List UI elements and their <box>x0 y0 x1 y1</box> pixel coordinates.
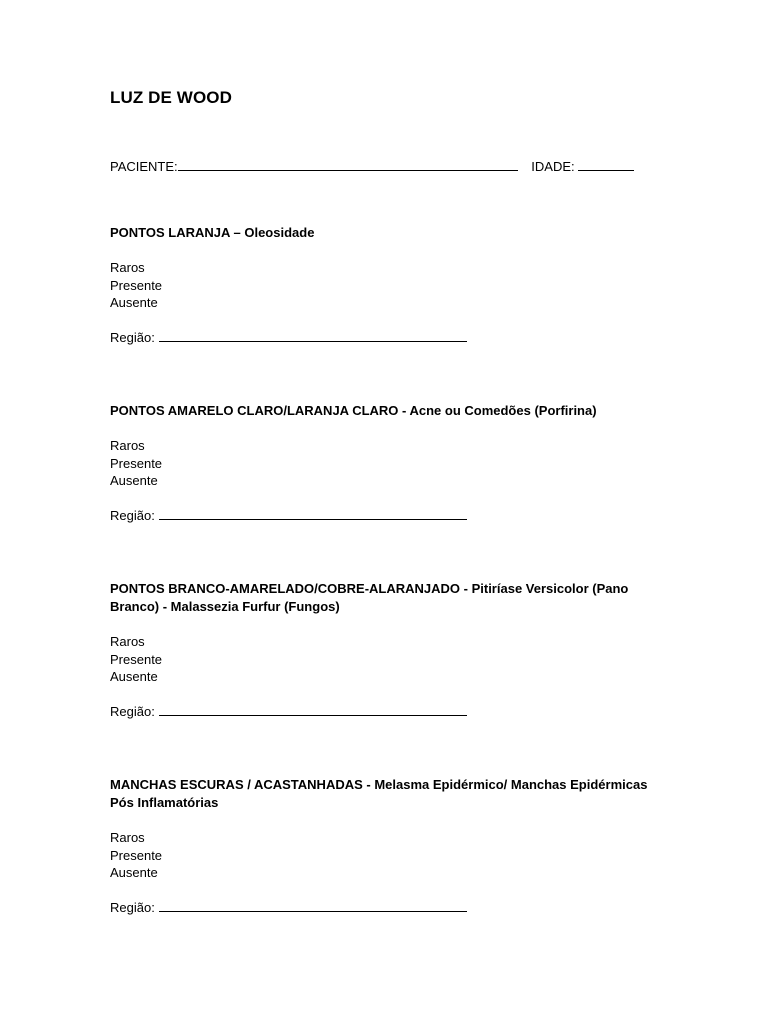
option-list <box>110 633 670 686</box>
option-ausente: Ausente <box>110 669 158 684</box>
document-title: LUZ DE WOOD <box>110 88 232 107</box>
option-raros: Raros <box>110 260 145 275</box>
option-list <box>110 437 670 490</box>
section-heading: MANCHAS ESCURAS / ACASTANHADAS - Melasma Epidérmico/ Manchas Epidérmicas Pós Inflamatórias <box>110 777 648 810</box>
region-line <box>110 329 670 345</box>
option-raros: Raros <box>110 438 145 453</box>
region-line <box>110 507 670 523</box>
option-raros: Raros <box>110 830 145 845</box>
region-label: Região: <box>110 899 155 915</box>
option-list <box>110 259 670 312</box>
option-presente: Presente <box>110 277 163 293</box>
section-dark-spots <box>110 776 670 915</box>
section-orange-spots <box>110 224 670 345</box>
option-presente: Presente <box>110 847 163 863</box>
option-ausente: Ausente <box>110 865 158 880</box>
patient-name-blank[interactable] <box>178 158 518 171</box>
option-presente: Presente <box>110 455 163 471</box>
section-heading: PONTOS LARANJA – Oleosidade <box>110 225 315 240</box>
option-ausente: Ausente <box>110 473 158 488</box>
option-list <box>110 829 670 882</box>
region-blank[interactable] <box>159 703 467 716</box>
option-ausente: Ausente <box>110 295 158 310</box>
region-label: Região: <box>110 507 155 523</box>
region-blank[interactable] <box>159 329 467 342</box>
region-label: Região: <box>110 329 155 345</box>
region-blank[interactable] <box>159 507 467 520</box>
region-blank[interactable] <box>159 899 467 912</box>
patient-info-line <box>110 158 634 174</box>
section-heading: PONTOS AMARELO CLARO/LARANJA CLARO - Acne ou Comedões (Porfirina) <box>110 403 597 418</box>
region-line <box>110 899 670 915</box>
patient-label: PACIENTE: <box>110 159 178 174</box>
region-line <box>110 703 670 719</box>
section-white-yellow-spots <box>110 580 670 719</box>
region-label: Região: <box>110 703 155 719</box>
age-label: IDADE: <box>531 159 575 174</box>
option-presente: Presente <box>110 651 163 667</box>
option-raros: Raros <box>110 634 145 649</box>
age-blank[interactable] <box>578 158 634 171</box>
section-light-yellow-spots <box>110 402 670 523</box>
section-heading: PONTOS BRANCO-AMARELADO/COBRE-ALARANJADO - Pitiríase Versicolor (Pano Branco) - Malassezia Furfur (Fungos) <box>110 581 629 614</box>
